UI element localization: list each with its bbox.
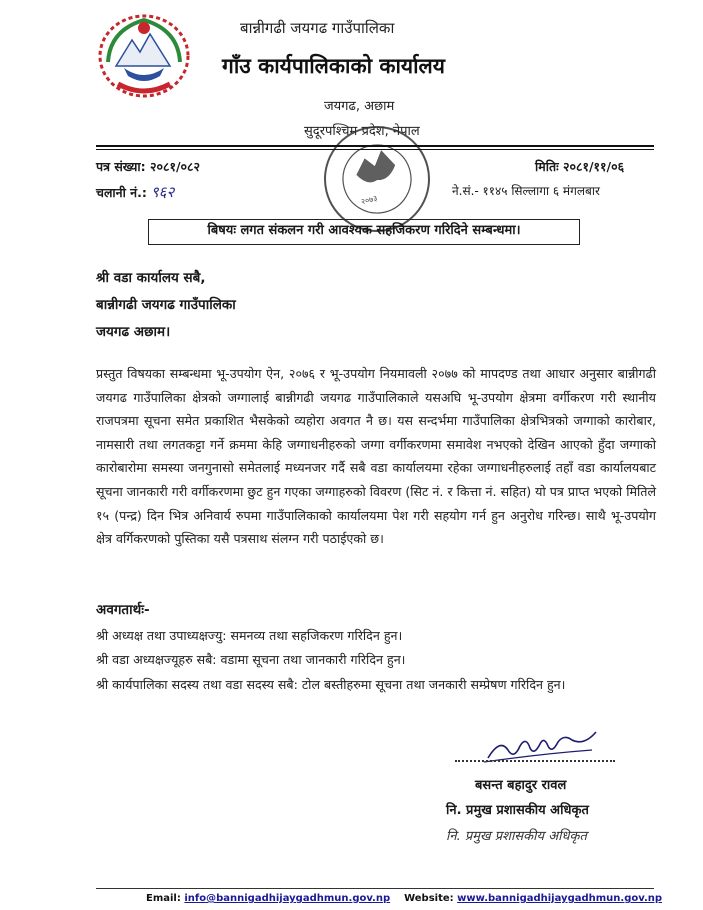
website-link[interactable]: www.bannigadhijaygadhmun.gov.np bbox=[457, 893, 663, 904]
municipality-name: बान्नीगढी जयगढ गाउँपालिका bbox=[240, 19, 395, 37]
cc-title: अवगतार्थः- bbox=[96, 602, 150, 618]
dispatch-number bbox=[96, 182, 174, 202]
signatory-title: नि. प्रमुख प्रशासकीय अधिकृत bbox=[446, 803, 589, 818]
dispatch-label: चलानी नं.: bbox=[96, 185, 147, 200]
letter-body: प्रस्तुत विषयका सम्बन्धमा भू-उपयोग ऐन, २०७६ र भू-उपयोग नियमावली २०७७ को मापदण्ड तथा आधार अनुसार बान्नीगढी जयगढ गाउँपालिका क्षेत्रको जग्गालाई बान्नीगढी जयगढ गाउँपालिकाले यसअघि भू-उपयोग क्षेत्रमा वर्गीकरण गरी स्थानीय राजपत्रमा सूचना समेत प्रकाशित भैसकेको व्यहोरा अवगत नै छ। यस सन्दर्भमा गाउँपालिका क्षेत्रभित्रको जग्गाको कारोबार, नामसारी तथा लगतकट्टा गर्ने क्रममा केहि जग्गाधनीहरुको जग्गा वर्गीकरणमा समावेश नभएको देखिन आएको हुँदा जग्गाको कारोबारोमा समस्या जनगुनासो समेतलाई मध्यनजर गर्दै सबै वडा कार्यालयमा रहेका जग्गाधनीहरुलाई तहाँ वडा कार्यालयबाट सूचना जानकारी गरी वर्गीकरणमा छुट हुन गएका जग्गाहरुको विवरण (सिट नं. र कित्ता नं. सहित) यो पत्र प्राप्त भएको मितिले १५ (पन्द्र) दिन भित्र अनिवार्य रुपमा गाउँपालिकाको कार्यालयमा पेश गरी सहयोग गर्न हुन अनुरोध गरिन्छ। साथै भू-उपयोग क्षेत्र वर्गिकरणको पुस्तिका यसै पत्रसाथ संलग्न गरी पठाईएको छ। bbox=[96, 366, 656, 547]
cc-line: श्री अध्यक्ष तथा उपाध्यक्षज्यु: समनव्य तथा सहजिकरण गरिदिन हुन। bbox=[96, 628, 403, 643]
addressee-line-1: श्री वडा कार्यालय सबै, bbox=[96, 270, 206, 286]
dispatch-value: ९६२ bbox=[150, 183, 175, 201]
signature-line bbox=[455, 760, 615, 762]
signatory-title-stamp: नि. प्रमुख प्रशासकीय अधिकृत bbox=[446, 829, 587, 844]
letter-subject: बिषयः लगत संकलन गरी आवश्यक सहजिकरण गरिदिने सम्बन्धमा। bbox=[148, 219, 580, 245]
cc-line: श्री कार्यपालिका सदस्य तथा वडा सदस्य सबै: टोल बस्तीहरुमा सूचना तथा जनकारी सम्प्रेषण गरिदिन हुन। bbox=[96, 677, 566, 692]
email-link[interactable]: info@bannigadhijaygadhmun.gov.np bbox=[184, 893, 391, 904]
footer-rule bbox=[96, 888, 654, 889]
office-location: जयगढ, अछाम bbox=[324, 99, 395, 114]
footer bbox=[146, 893, 662, 904]
addressee-line-3: जयगढ अछाम। bbox=[96, 324, 171, 340]
addressee-line-2: बान्नीगढी जयगढ गाउँपालिका bbox=[96, 297, 236, 313]
cc-line: श्री वडा अध्यक्षज्यूहरु सबै: वडामा सूचना तथा जानकारी गरिदिन हुन। bbox=[96, 652, 406, 667]
svg-text:२०७३: २०७३ bbox=[360, 193, 379, 207]
signatory-name: बसन्त बहादुर रावल bbox=[475, 778, 567, 793]
website-label: Website: bbox=[404, 893, 454, 904]
header-rule-thin bbox=[96, 149, 654, 150]
email-label: Email: bbox=[146, 893, 181, 904]
header-rule bbox=[96, 145, 654, 147]
nepal-emblem-icon bbox=[98, 12, 190, 98]
office-name: गाँउ कार्यपालिकाको कार्यालय bbox=[222, 54, 445, 78]
nepal-sambat-date: ने.सं.- ११४५ सिल्लागा ६ मंगलबार bbox=[452, 184, 600, 198]
reference-number: पत्र संख्या: २०८१/०८२ bbox=[96, 159, 201, 174]
letter-date: मितिः २०८१/११/०६ bbox=[535, 159, 625, 174]
office-province: सुदूरपश्चिम प्रदेश, नेपाल bbox=[304, 124, 420, 139]
